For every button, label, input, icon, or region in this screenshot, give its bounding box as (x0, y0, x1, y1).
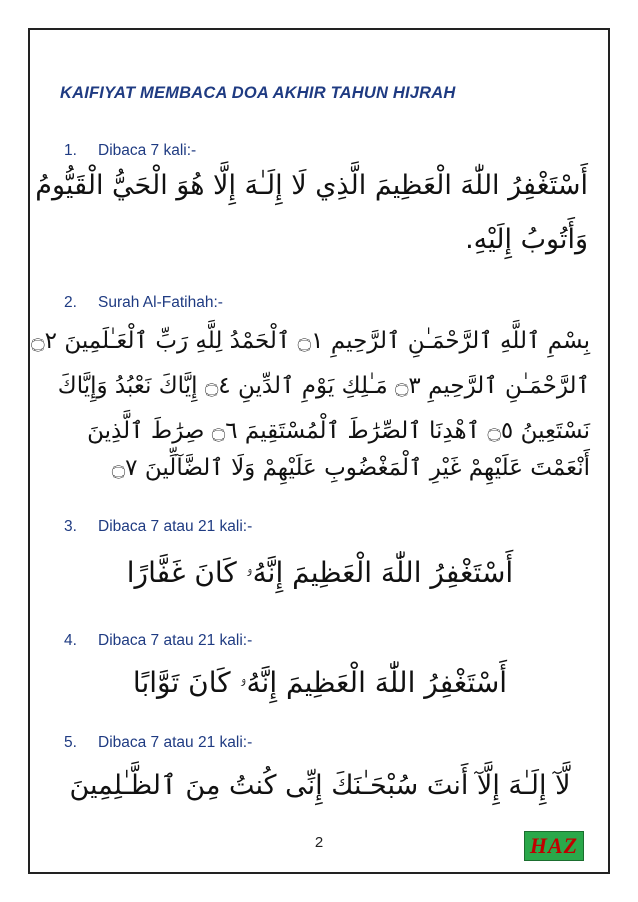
author-badge (524, 831, 584, 861)
item-2-label (64, 294, 223, 312)
author-badge-text: HAZ (529, 833, 579, 858)
item-2-arabic-line-3: نَسْتَعِينُ ۝٥ ٱهْدِنَا ٱلصِّرَٰطَ ٱلْمُسْتَقِيمَ ۝٦ صِرَٰطَ ٱلَّذِينَ (87, 418, 590, 444)
item-2-instruction: Surah Al-Fatihah:- (98, 294, 223, 311)
item-2-number: 2. (64, 294, 77, 311)
item-5-instruction: Dibaca 7 atau 21 kali:- (98, 734, 253, 751)
item-2-arabic-line-1: بِسْمِ ٱللَّهِ ٱلرَّحْمَـٰنِ ٱلرَّحِيمِ ۝١ ٱلْحَمْدُ لِلَّهِ رَبِّ ٱلْعَـٰلَمِينَ ۝٢ (31, 328, 590, 354)
item-4-label (64, 632, 252, 650)
item-3-arabic: أَسْتَغْفِرُ اللّٰهَ الْعَظِيمَ إِنَّهُۥ كَانَ غَفَّارًا (126, 556, 514, 589)
item-1-arabic-line-1: أَسْتَغْفِرُ اللّٰهَ الْعَظِيمَ الَّذِي لَا إِلَـٰهَ إِلَّا هُوَ الْحَيُّ الْقَيُّومُ (35, 170, 588, 201)
item-1-arabic-line-2: وَأَتُوبُ إِلَيْهِ. (465, 224, 588, 255)
item-5-label (64, 734, 252, 752)
item-4-arabic: أَسْتَغْفِرُ اللّٰهَ الْعَظِيمَ إِنَّهُۥ كَانَ تَوَّابًا (132, 666, 508, 699)
item-1-label (64, 142, 196, 160)
item-3-instruction: Dibaca 7 atau 21 kali:- (98, 518, 253, 535)
item-5-arabic: لَّآ إِلَـٰهَ إِلَّآ أَنتَ سُبْحَـٰنَكَ إِنِّى كُنتُ مِنَ ٱلظَّـٰلِمِينَ (69, 770, 571, 801)
item-4-instruction: Dibaca 7 atau 21 kali:- (98, 632, 253, 649)
item-2-arabic-line-4: أَنْعَمْتَ عَلَيْهِمْ غَيْرِ ٱلْمَغْضُوبِ عَلَيْهِمْ وَلَا ٱلضَّآلِّينَ ۝٧ (111, 455, 590, 481)
item-1-number: 1. (64, 142, 77, 159)
item-4-number: 4. (64, 632, 77, 649)
page-title: KAIFIYAT MEMBACA DOA AKHIR TAHUN HIJRAH (60, 84, 456, 102)
page-number: 2 (314, 834, 324, 851)
item-5-number: 5. (64, 734, 77, 751)
item-3-number: 3. (64, 518, 77, 535)
item-1-instruction: Dibaca 7 kali:- (98, 142, 197, 159)
item-2-arabic-line-2: ٱلرَّحْمَـٰنِ ٱلرَّحِيمِ ۝٣ مَـٰلِكِ يَوْمِ ٱلدِّينِ ۝٤ إِيَّاكَ نَعْبُدُ وَإِيَّاكَ (57, 373, 590, 399)
item-3-label (64, 518, 252, 536)
